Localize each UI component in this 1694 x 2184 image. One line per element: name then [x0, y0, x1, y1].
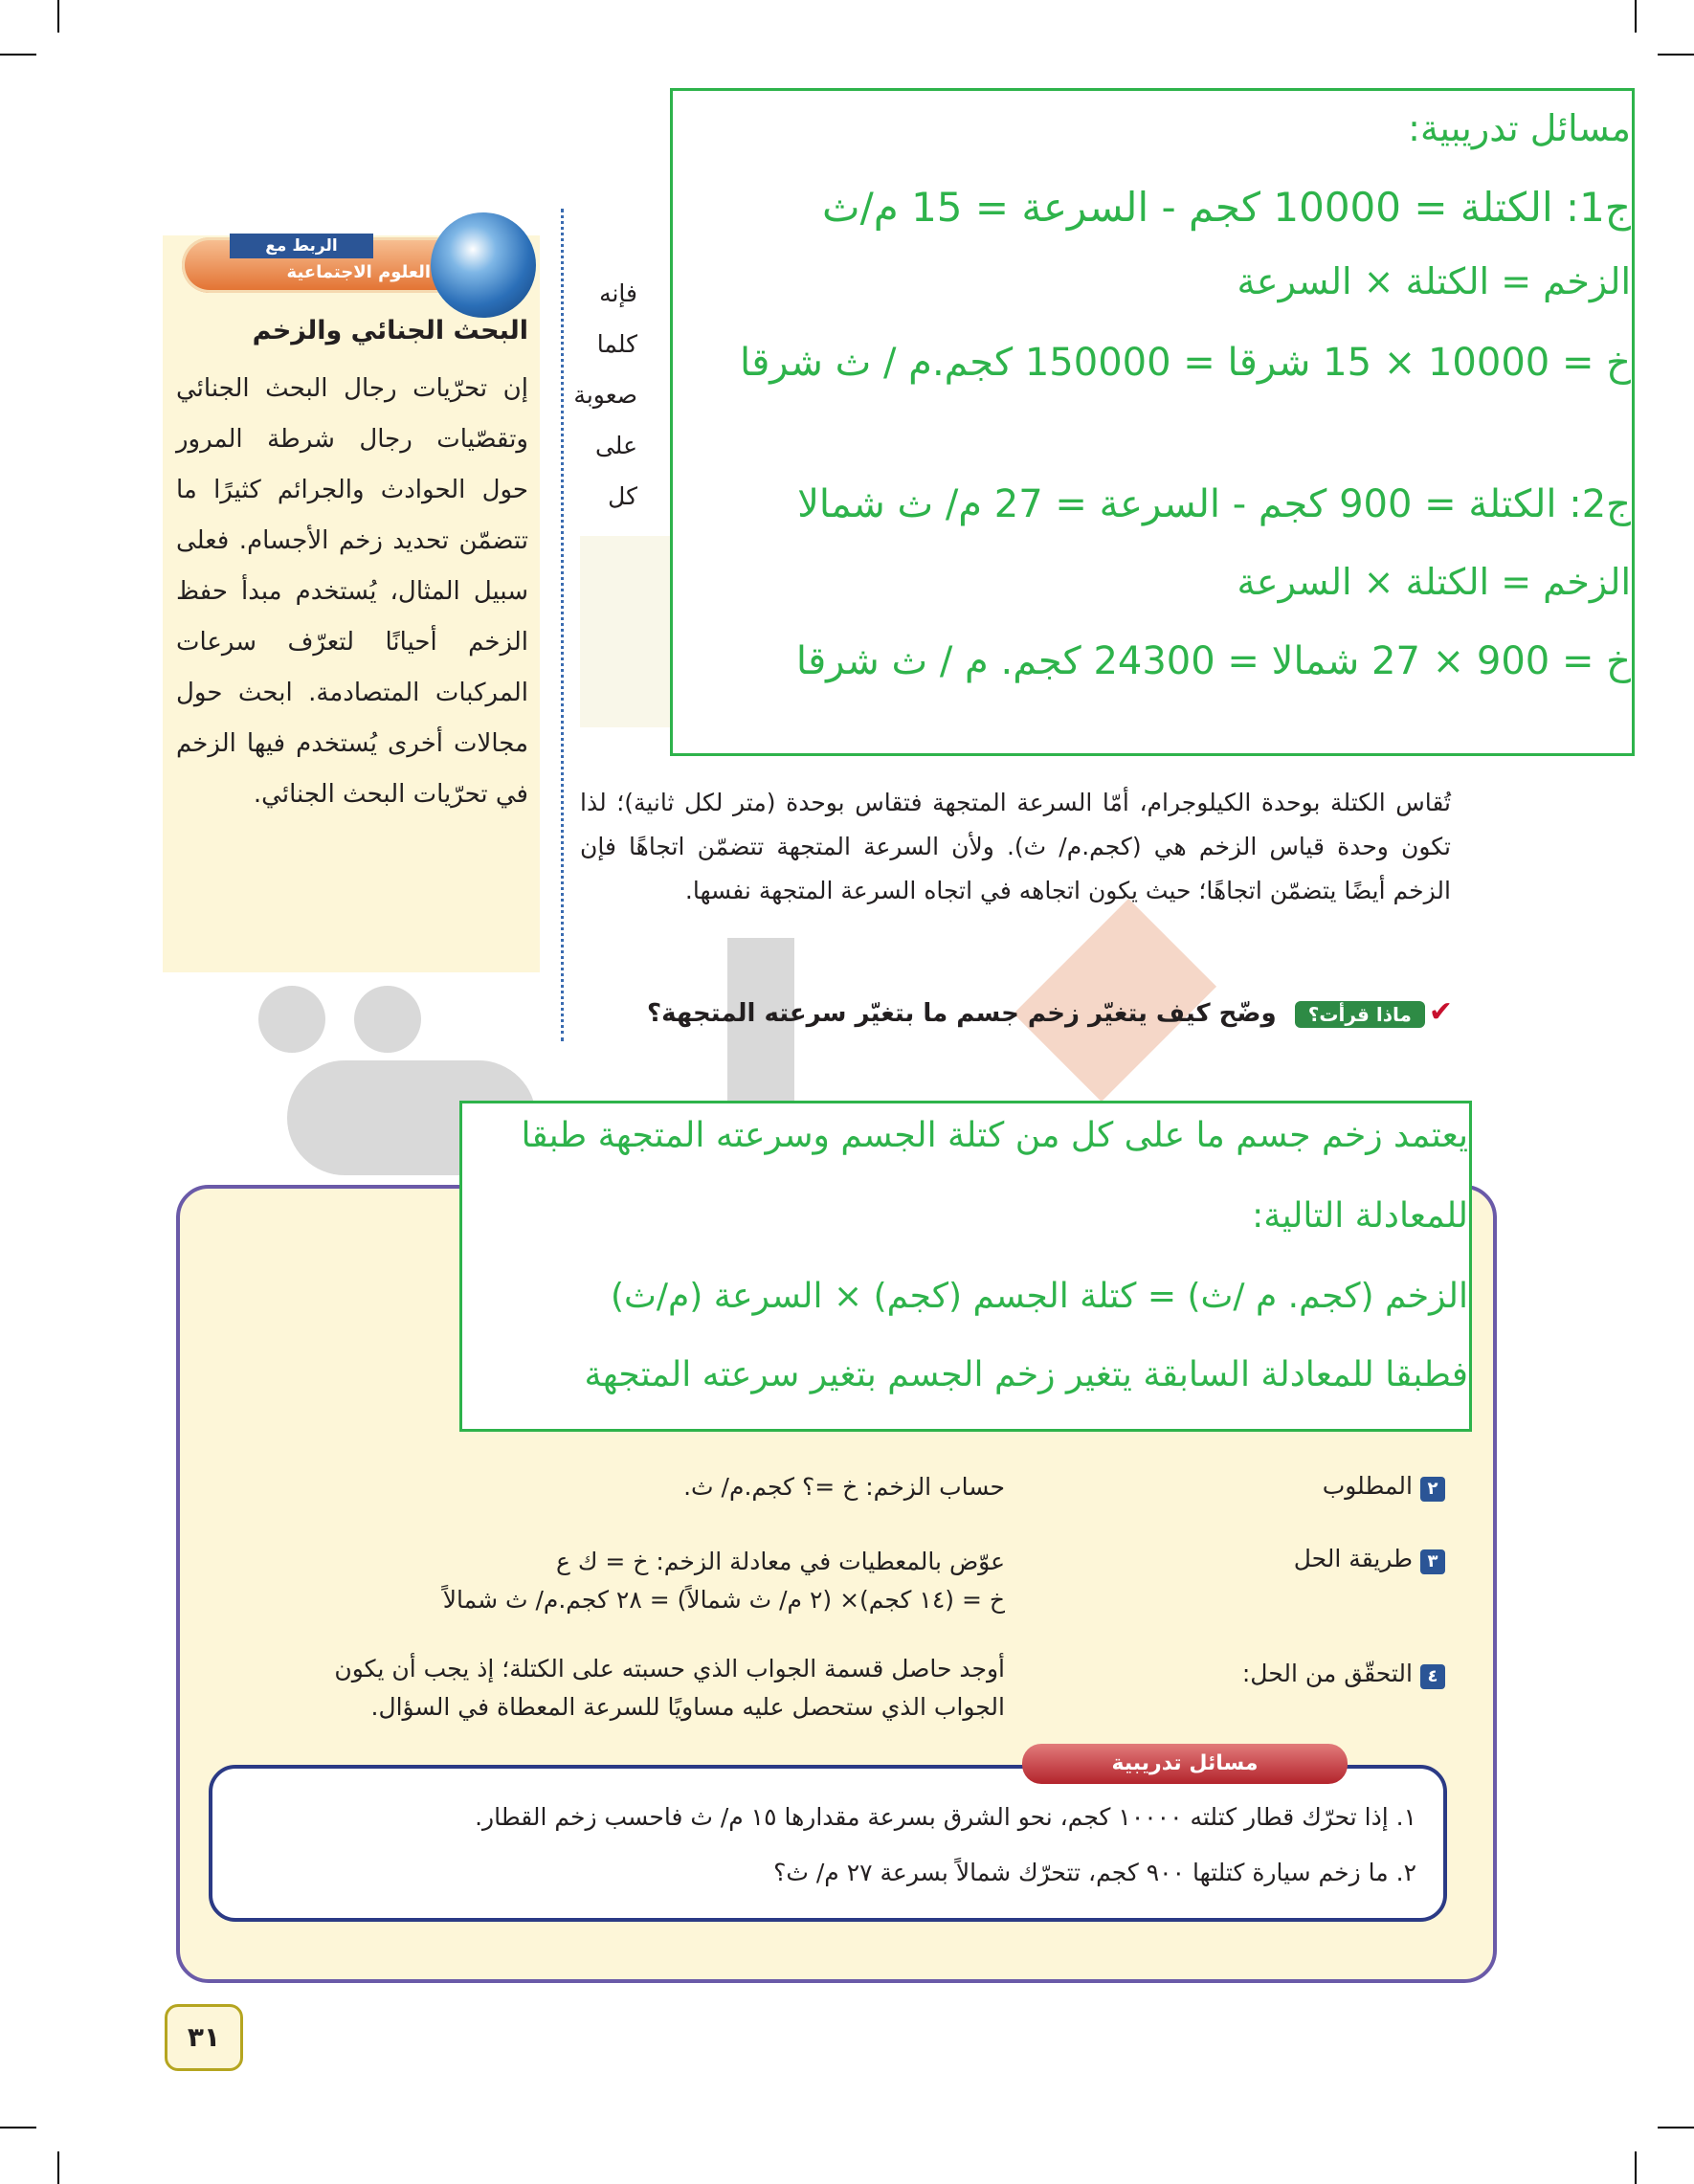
- practice-question: ١. إذا تحرّك قطار كتلته ١٠٠٠٠ كجم، نحو الشرق بسرعة مقدارها ١٥ م/ ث فاحسب زخم القطار.: [475, 1803, 1416, 1831]
- crop-mark: [1658, 2127, 1694, 2128]
- answer-box-line: يعتمد زخم جسم ما على كل من كتلة الجسم وسرعته المتجهة طبقا: [521, 1116, 1468, 1155]
- crop-mark: [57, 2151, 59, 2184]
- practice-question: ٢. ما زخم سيارة كتلتها ٩٠٠ كجم، تتحرّك شمالاً بسرعة ٢٧ م/ ث؟: [773, 1859, 1416, 1886]
- reading-check: [639, 995, 1453, 1029]
- crop-mark: [1635, 0, 1637, 33]
- practice-problems-box: [209, 1765, 1447, 1922]
- answers-title: مسائل تدريبية:: [1408, 107, 1631, 149]
- answer-line: خ = 10000 × 15 شرقا = 150000 كجم.م / ث شرقا: [740, 341, 1631, 385]
- fragment-line: صعوبة: [573, 381, 637, 409]
- answer-box-line: الزخم (كجم. م /ث) = كتلة الجسم (كجم) × السرعة (م/ث): [610, 1277, 1468, 1316]
- step-check-text: أوجد حاصل قسمة الجواب الذي حسبته على الكتلة؛ إذ يجب أن يكون الجواب الذي ستحصل عليه مساويًا للسرعة المعطاة في السؤال.: [334, 1655, 1005, 1721]
- answer-box-line: للمعادلة التالية:: [1252, 1196, 1468, 1236]
- step-required-text: حساب الزخم: خ =؟ كجم.م/ ث.: [683, 1473, 1005, 1501]
- crop-mark: [0, 2127, 36, 2128]
- sidebar-heading: البحث الجنائي والزخم: [252, 316, 528, 345]
- crop-mark: [1635, 2151, 1637, 2184]
- step-number: ٣: [1420, 1549, 1445, 1574]
- sidebar-body: إن تحرّيات رجال البحث الجنائي وتقصّيات رجال شرطة المرور حول الحوادث والجرائم كثيرًا ما تتضمّن تحديد زخم الأجسام. فعلى سبيل المثال، يُستخدم مبدأ حفظ الزخم أحيانًا لتعرّف سرعات المركبات المتصادمة. ابحث حول مجالات أخرى يُستخدم فيها الزخم في تحرّيات البحث الجنائي.: [176, 374, 528, 809]
- reading-check-badge: ماذا قرأت؟: [1295, 1001, 1425, 1028]
- watermark-shape: [258, 986, 325, 1053]
- answer-line: الزخم = الكتلة × السرعة: [1237, 561, 1631, 603]
- crop-mark: [57, 0, 59, 33]
- main-paragraph: تُقاس الكتلة بوحدة الكيلوجرام، أمّا السرعة المتجهة فتقاس بوحدة (متر لكل ثانية)؛ لذا تكون وحدة قياس الزخم هي (كجم.م/ ث). ولأن السرعة المتجهة تتضمّن اتجاهًا فإن الزخم أيضًا يتضمّن اتجاهًا؛ حيث يكون اتجاهه في اتجاه السرعة المتجهة نفسها.: [580, 789, 1451, 904]
- watermark-shape: [354, 986, 421, 1053]
- step-solution-label: ٣طريقة الحل: [1235, 1545, 1445, 1574]
- fragment-line: على كل: [594, 432, 637, 510]
- answer-line: ج1: الكتلة = 10000 كجم - السرعة = 15 م/ث: [822, 184, 1631, 231]
- step-required-label: ٢المطلوب: [1235, 1472, 1445, 1502]
- sidebar-tab-title: الربط مع: [230, 234, 373, 258]
- page-number: ٣١: [165, 2004, 243, 2071]
- answer-line: خ = 900 × 27 شمالا = 24300 كجم. م / ث شرقا: [795, 639, 1631, 683]
- step-solution-text: عوّض بالمعطيات في معادلة الزخم: خ = ك ع خ = (١٤ كجم)× (٢ م/ ث شمالاً) = ٢٨ كجم.م/ ث شمالاً: [442, 1548, 1005, 1614]
- checkmark-icon: ✔: [1428, 995, 1453, 1029]
- sidebar-tab-subtitle: العلوم الاجتماعية: [286, 262, 431, 282]
- step-number: ٤: [1420, 1664, 1445, 1689]
- fragment-line: فإنه كلما: [596, 279, 637, 358]
- answer-box-line: فطبقا للمعادلة السابقة يتغير زخم الجسم بتغير سرعته المتجهة: [584, 1355, 1468, 1394]
- practice-problems-title: مسائل تدريبية: [1022, 1744, 1348, 1784]
- answer-line: الزخم = الكتلة × السرعة: [1237, 260, 1631, 302]
- reading-check-question: وضّح كيف يتغيّر زخم جسم ما بتغيّر سرعته المتجهة؟: [647, 999, 1277, 1028]
- globe-icon: [431, 212, 536, 318]
- crop-mark: [1658, 54, 1694, 56]
- answer-line: ج2: الكتلة = 900 كجم - السرعة = 27 م/ ث شمالا: [797, 482, 1631, 526]
- step-number: ٢: [1420, 1477, 1445, 1502]
- background-panel: [580, 536, 676, 727]
- step-check-label: ٤التحقّق من الحل:: [1235, 1660, 1445, 1689]
- crop-mark: [0, 54, 36, 56]
